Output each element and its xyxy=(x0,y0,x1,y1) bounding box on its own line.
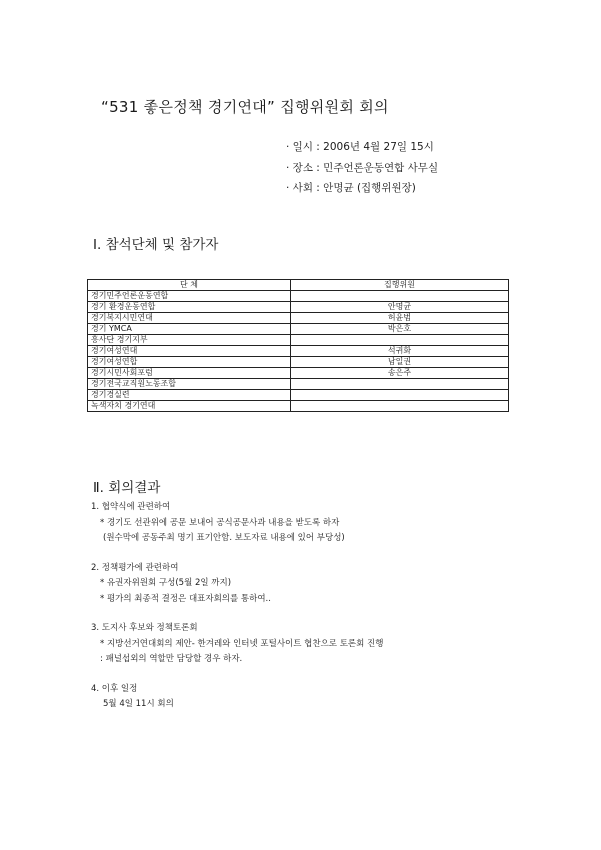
organization-cell: 경기여성연합 xyxy=(88,357,291,368)
result-line: : 패널섭외의 역할만 담당할 경우 하자. xyxy=(100,654,243,664)
member-cell: 허윤범 xyxy=(291,313,509,324)
member-cell xyxy=(291,390,509,401)
table-row xyxy=(88,346,509,357)
result-line: (원수막에 공동주최 명기 표기안함. 보도자료 내용에 있어 부당성) xyxy=(103,533,345,543)
member-cell: 석귀화 xyxy=(291,346,509,357)
member-cell xyxy=(291,379,509,390)
table-row xyxy=(88,379,509,390)
meeting-results xyxy=(91,500,383,713)
member-cell: 안명균 xyxy=(291,302,509,313)
organization-cell: 흥사단 경기지부 xyxy=(88,335,291,346)
organization-cell: 경기 YMCA xyxy=(88,324,291,335)
attendees-table xyxy=(87,279,509,412)
table-row xyxy=(88,313,509,324)
column-header-member: 집행위원 xyxy=(291,280,509,291)
result-title-schedule: 4. 이후 일정 xyxy=(91,683,138,694)
table-row xyxy=(88,302,509,313)
table-row xyxy=(88,335,509,346)
document-title: “531 좋은정책 경기연대” 집행위원회 회의 xyxy=(101,98,389,116)
member-cell xyxy=(291,291,509,302)
organization-cell: 경기전국교직원노동조합 xyxy=(88,379,291,390)
table-row xyxy=(88,324,509,335)
organization-cell: 경기복지시민연대 xyxy=(88,313,291,324)
result-line: * 지방선거연대회의 제안- 한겨레와 인터넷 포털사이트 협찬으로 토론회 진행 xyxy=(100,638,384,649)
table-row xyxy=(88,368,509,379)
result-line: * 경기도 선관위에 공문 보내어 공식공문사과 내용을 받도록 하자 xyxy=(100,517,340,528)
table-row xyxy=(88,390,509,401)
organization-cell: 경기여성연대 xyxy=(88,346,291,357)
member-cell: 박은호 xyxy=(291,324,509,335)
member-cell: 송은주 xyxy=(291,368,509,379)
member-cell: 남일권 xyxy=(291,357,509,368)
result-title-policy-evaluation: 2. 정책평가에 관련하여 xyxy=(91,562,179,573)
organization-cell: 경기민주언론운동연합 xyxy=(88,291,291,302)
meeting-place: · 장소 : 민주언론운동연합 사무실 xyxy=(286,161,439,174)
result-title-debate: 3. 도지사 후보와 정책토론회 xyxy=(91,623,198,633)
meeting-date: · 일시 : 2006년 4월 27일 15시 xyxy=(286,141,434,153)
result-line: * 평가의 최종적 결정은 대표자회의를 통하여.. xyxy=(100,593,271,604)
organization-cell: 녹색자치 경기연대 xyxy=(88,401,291,412)
meeting-chair: · 사회 : 안명균 (집행위원장) xyxy=(286,182,416,194)
table-row xyxy=(88,401,509,412)
table-row xyxy=(88,291,509,302)
table-header-row xyxy=(88,280,509,291)
member-cell xyxy=(291,335,509,346)
section-heading-results: Ⅱ. 회의결과 xyxy=(93,480,161,496)
member-cell xyxy=(291,401,509,412)
result-line: * 유권자위원회 구성(5월 2일 까지) xyxy=(100,578,232,588)
organization-cell: 경기경실련 xyxy=(88,390,291,401)
result-line: 5월 4일 11시 회의 xyxy=(103,699,174,709)
result-title-agreement: 1. 협약식에 관련하여 xyxy=(91,502,171,512)
table-row xyxy=(88,357,509,368)
meeting-info xyxy=(286,137,438,199)
organization-cell: 경기시민사회포럼 xyxy=(88,368,291,379)
column-header-organization: 단 체 xyxy=(88,280,291,291)
section-heading-attendees: Ⅰ. 참석단체 및 참가자 xyxy=(93,237,219,253)
organization-cell: 경기 환경운동연합 xyxy=(88,302,291,313)
